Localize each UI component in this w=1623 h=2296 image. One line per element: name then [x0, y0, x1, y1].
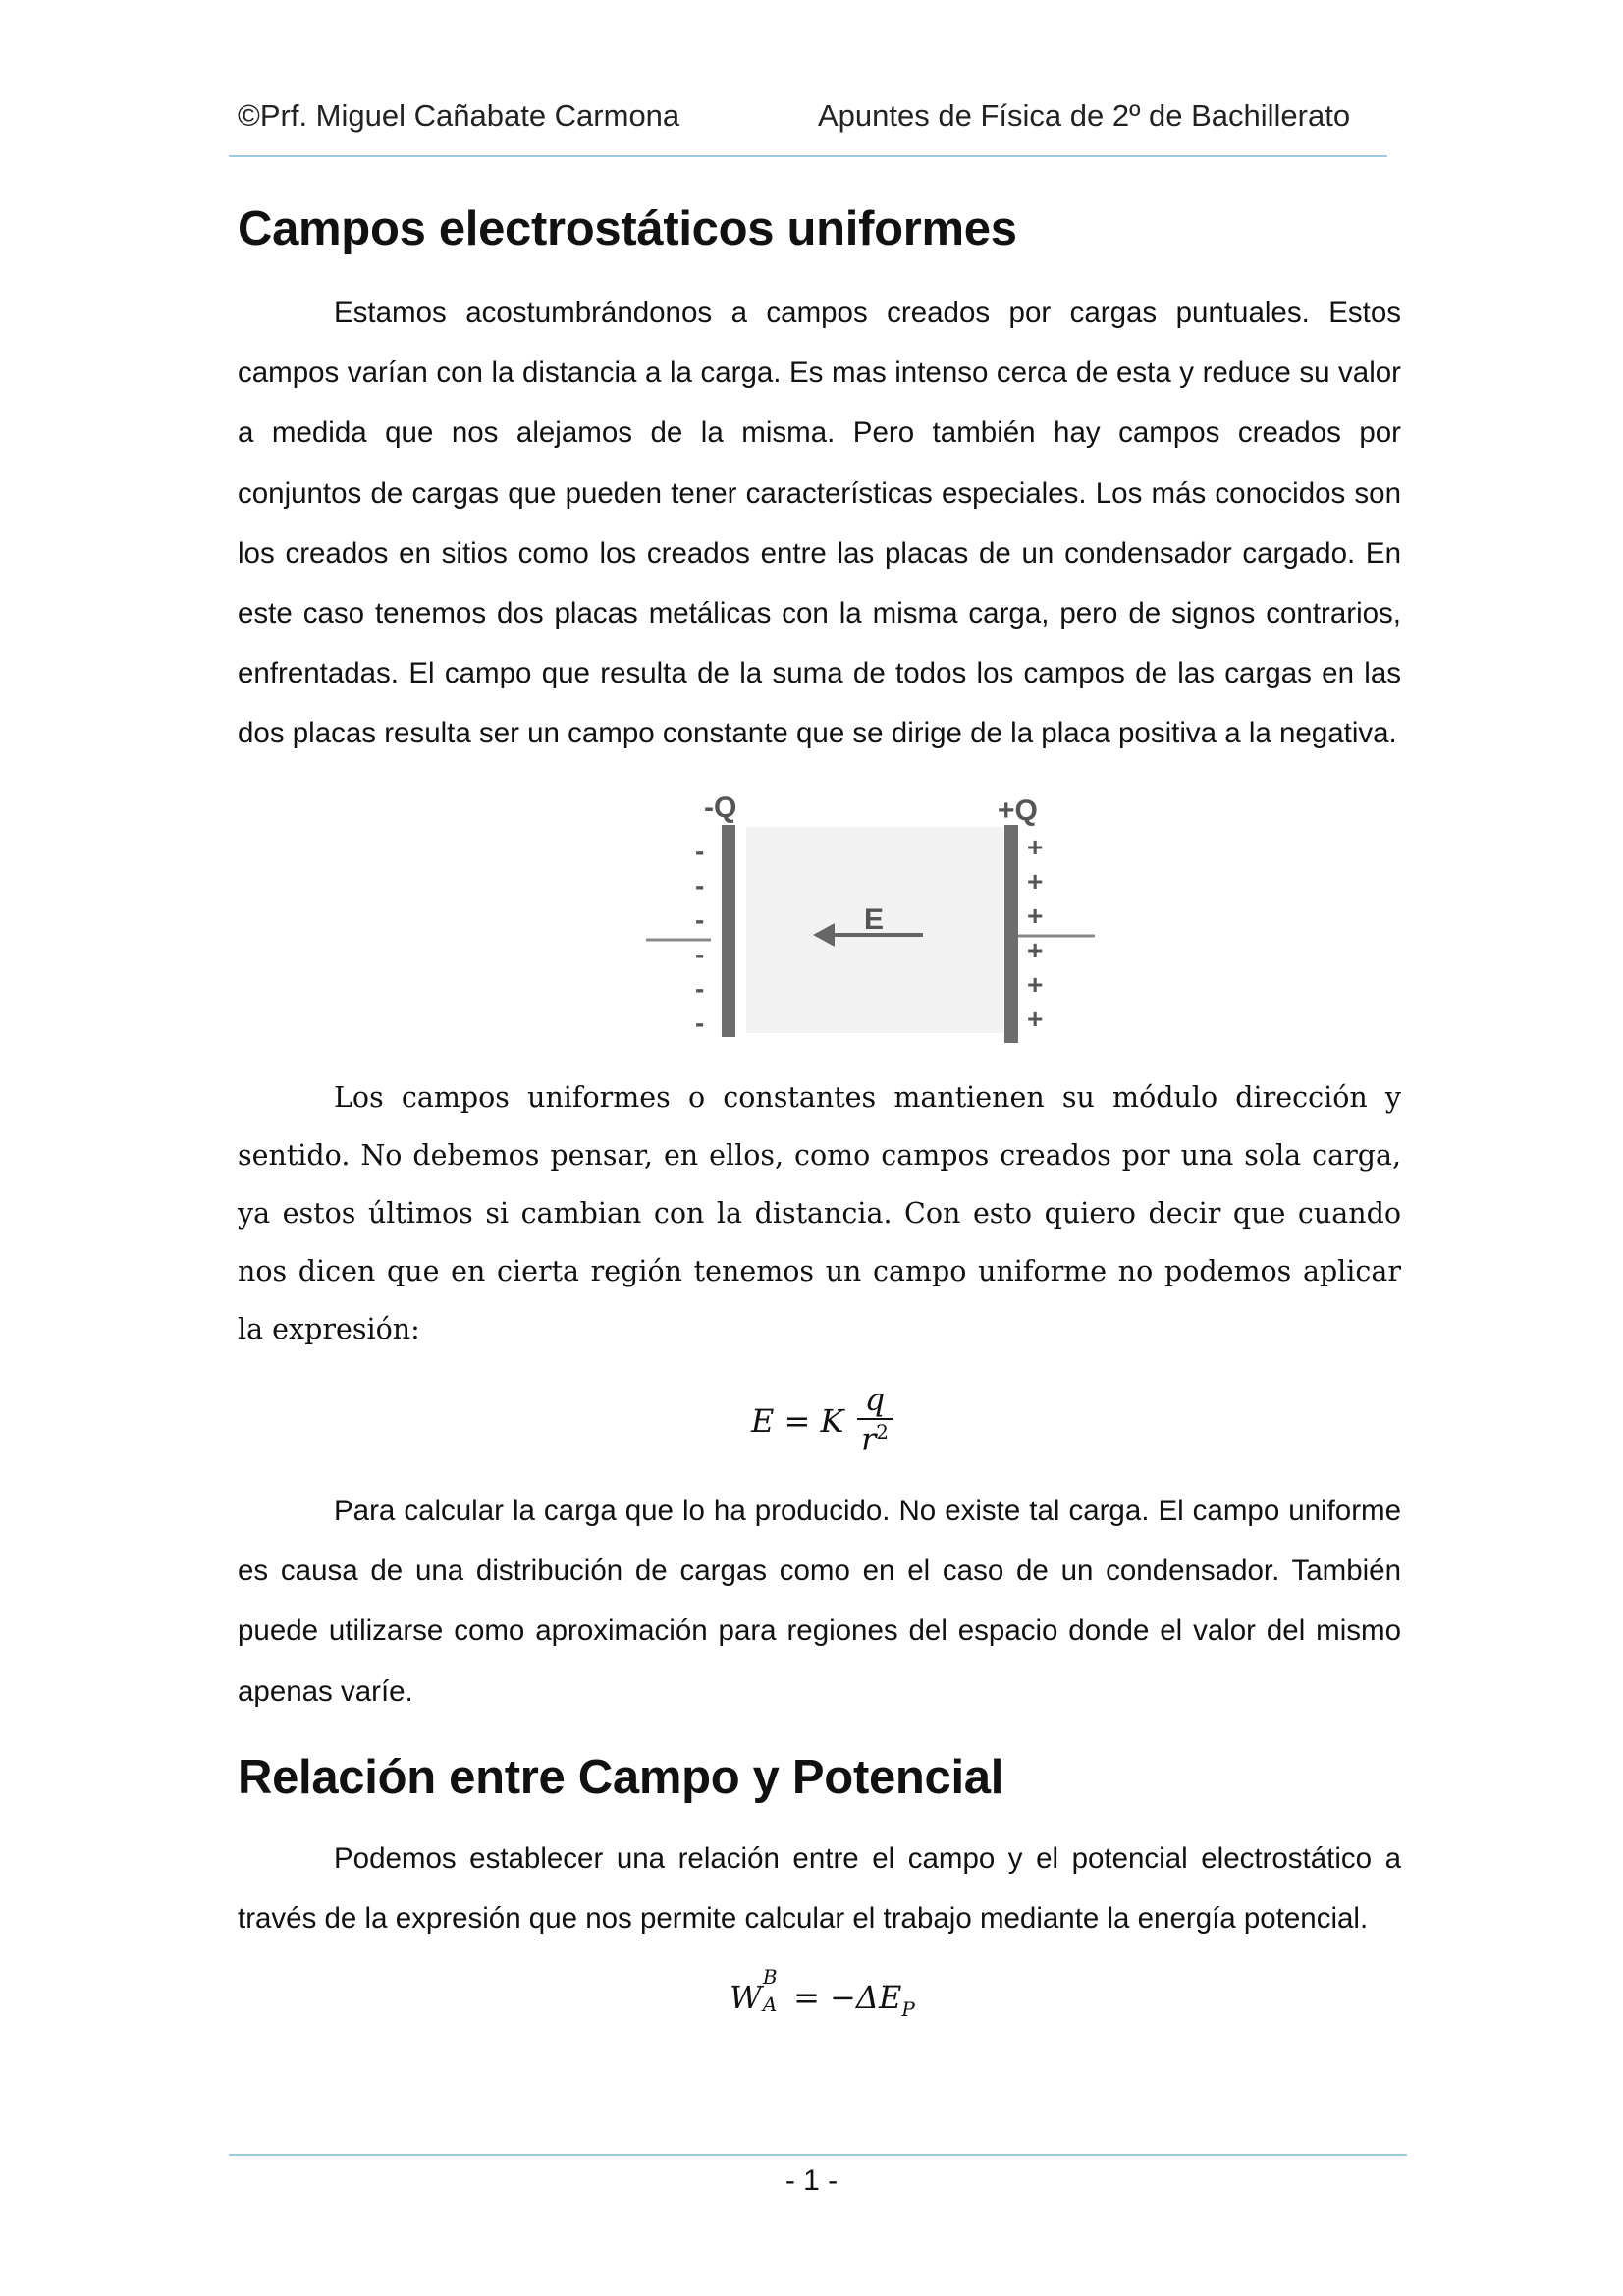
header-divider	[229, 155, 1387, 157]
negative-signs	[695, 836, 704, 1038]
negative-plate	[722, 825, 735, 1037]
positive-sign: +	[1027, 832, 1044, 862]
negative-sign: -	[695, 870, 705, 901]
formula-fraction	[855, 1381, 894, 1458]
positive-plate	[1004, 825, 1018, 1043]
formula-lhs: E = K	[751, 1402, 844, 1440]
negative-charge-label: -Q	[704, 792, 737, 824]
paragraph: Los campos uniformes o constantes mantienen su módulo dirección y sentido. No debemos pensar, en ellos, como campos creados por una sola carga, ya estos últimos si cambian con la distancia. Con esto quiero decir que cuando nos dicen que en cierta región tenemos un campo uniforme no podemos aplicar la expresión:	[238, 1081, 1401, 1345]
positive-sign: +	[1027, 901, 1044, 931]
positive-sign: +	[1027, 935, 1044, 965]
positive-sign: +	[1027, 1004, 1044, 1034]
positive-sign: +	[1027, 969, 1044, 1000]
footer-divider	[229, 2154, 1407, 2156]
paragraph: Para calcular la carga que lo ha producido. No existe tal carga. El campo uniforme es causa de una distribución de cargas como en el caso de un condensador. También puede utilizarse como aproximación para regiones del espacio donde el valor del mismo apenas varíe.	[238, 1495, 1401, 1708]
page-number: - 1 -	[784, 2164, 839, 2197]
positive-sign: +	[1027, 866, 1044, 897]
formula-numerator: q	[864, 1381, 886, 1418]
formula-subscript: A	[762, 1993, 778, 2016]
paragraph: Estamos acostumbrándonos a campos creados por cargas puntuales. Estos campos varían con la distancia a la carga. Es mas intenso cerca de esta y reduce su valor a medida que nos alejamos de la misma. Pero también hay campos creados por conjuntos de cargas que pueden tener características especiales. Los más conocidos son los creados en sitios como los creados entre las placas de un condensador cargado. En este caso tenemos dos placas metálicas con la misma carga, pero de signos contrarios, enfrentadas. El campo que resulta de la suma de todos los campos de las cargas en las dos placas resulta ser un campo constante que se dirige de la placa positiva a la negativa.	[238, 297, 1401, 750]
negative-sign: -	[695, 939, 705, 969]
formula-rhs: = −ΔE	[793, 1979, 902, 2016]
section-title: Relación entre Campo y Potencial	[238, 1751, 1004, 1804]
negative-sign: -	[695, 836, 705, 866]
positive-signs	[1027, 832, 1043, 1034]
formula-rhs-subscript: P	[901, 1997, 915, 2021]
header-course: Apuntes de Física de 2º de Bachillerato	[818, 98, 1351, 133]
negative-sign: -	[695, 904, 705, 935]
denominator-base: r	[860, 1420, 877, 1458]
work-energy-formula	[730, 1965, 915, 2021]
formula-scripts	[762, 1965, 784, 2016]
header-author: ©Prf. Miguel Cañabate Carmona	[238, 98, 680, 133]
formula-base: W	[730, 1979, 762, 2016]
formula-denominator	[855, 1420, 894, 1458]
negative-sign: -	[695, 1008, 705, 1038]
denominator-exponent: 2	[876, 1420, 890, 1444]
capacitor-diagram	[638, 786, 1109, 1051]
positive-charge-label: +Q	[998, 794, 1038, 827]
field-label: E	[864, 903, 885, 936]
paragraph: Podemos establecer una relación entre el campo y el potencial electrostático a través de la expresión que nos permite calcular el trabajo mediante la energía potencial.	[238, 1842, 1401, 1936]
formula-superscript: B	[762, 1965, 778, 1989]
negative-sign: -	[695, 973, 705, 1004]
section-title: Campos electrostáticos uniformes	[238, 202, 1017, 255]
